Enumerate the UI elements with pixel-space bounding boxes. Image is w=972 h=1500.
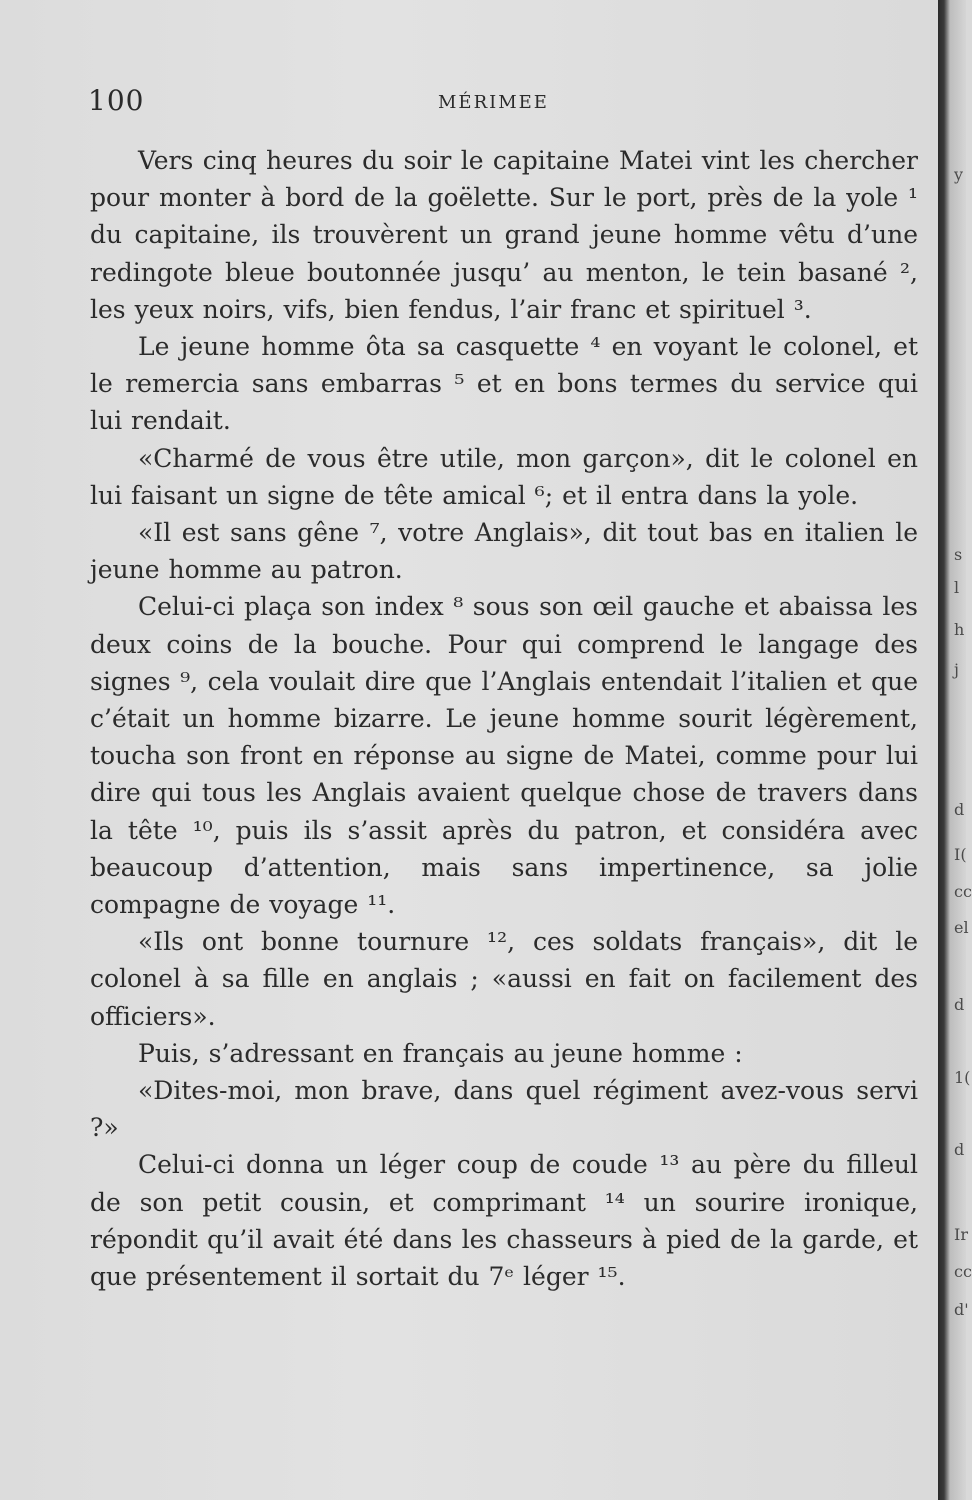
paragraph: Puis, s’adressant en français au jeune homme : [138, 1038, 743, 1068]
facing-page-fragment: d' [954, 1300, 969, 1319]
facing-page-fragment: s [954, 545, 963, 564]
facing-page-fragment: cc [954, 882, 972, 901]
facing-page-fragment: el [954, 918, 969, 937]
paragraph: Celui-ci donna un léger coup de coude ¹³ au père du filleul de son petit cousin, et comprimant ¹⁴ un sourire ironique, répondit qu’il avait été dans les chasseurs à pied de la garde, et que présentement il sortait du 7ᵉ léger ¹⁵. [90, 1150, 918, 1292]
facing-page-fragment: 1( [954, 1068, 971, 1087]
facing-page-fragment: d [954, 1140, 965, 1159]
facing-page-fragment: y [954, 165, 964, 184]
page-number: 100 [88, 84, 145, 117]
facing-page-fragment: j [954, 660, 959, 679]
paragraph: «Charmé de vous être utile, mon garçon», dit le colonel en lui faisant un signe de tête amical ⁶; et il entra dans la yole. [90, 443, 918, 510]
facing-page-fragment: d [954, 800, 965, 819]
paragraph: Vers cinq heures du soir le capitaine Matei vint les chercher pour monter à bord de la goëlette. Sur le port, près de la yole ¹ du capitaine, ils trouvèrent un grand jeune homme vêtu d’une redingote bleue boutonnée jusqu’ au menton, le tein basané ², les yeux noirs, vifs, bien fendus, l’air franc et spirituel ³. [90, 146, 918, 324]
facing-page-fragment: d [954, 995, 965, 1014]
paragraph: Le jeune homme ôta sa casquette ⁴ en voyant le colonel, et le remercia sans embarras ⁵ et en bons termes du service qui lui rendait. [90, 332, 918, 436]
facing-page-fragment: cc [954, 1262, 972, 1281]
running-head: MÉRIMEE [438, 92, 549, 113]
facing-page-fragment: Ir [954, 1225, 968, 1244]
facing-page-fragment: h [954, 620, 965, 639]
facing-page-fragment: l [954, 578, 960, 597]
paragraph: «Dites-moi, mon brave, dans quel régiment avez-vous servi ?» [90, 1076, 918, 1143]
paragraph: Celui-ci plaça son index ⁸ sous son œil gauche et abaissa les deux coins de la bouche. Pour qui comprend le langage des signes ⁹, cela voulait dire que l’Anglais entendait l’italien et que c’était un homme bizarre. Le jeune homme sourit légèrement, toucha son front en réponse au signe de Matei, comme pour lui dire qui tous les Anglais avaient quelque chose de travers dans la tête ¹⁰, puis ils s’assit après du patron, et considéra avec beaucoup d’attention, mais sans impertinence, sa jolie compagne de voyage ¹¹. [90, 592, 918, 920]
paragraph: «Ils ont bonne tournure ¹², ces soldats français», dit le colonel à sa fille en anglais ; «aussi en fait on facilement des officiers». [90, 927, 918, 1031]
page-header [88, 84, 918, 120]
body-text [90, 142, 918, 1295]
paragraph: «Il est sans gêne ⁷, votre Anglais», dit tout bas en italien le jeune homme au patron. [90, 518, 918, 585]
facing-page-fragment: I( [954, 845, 967, 864]
